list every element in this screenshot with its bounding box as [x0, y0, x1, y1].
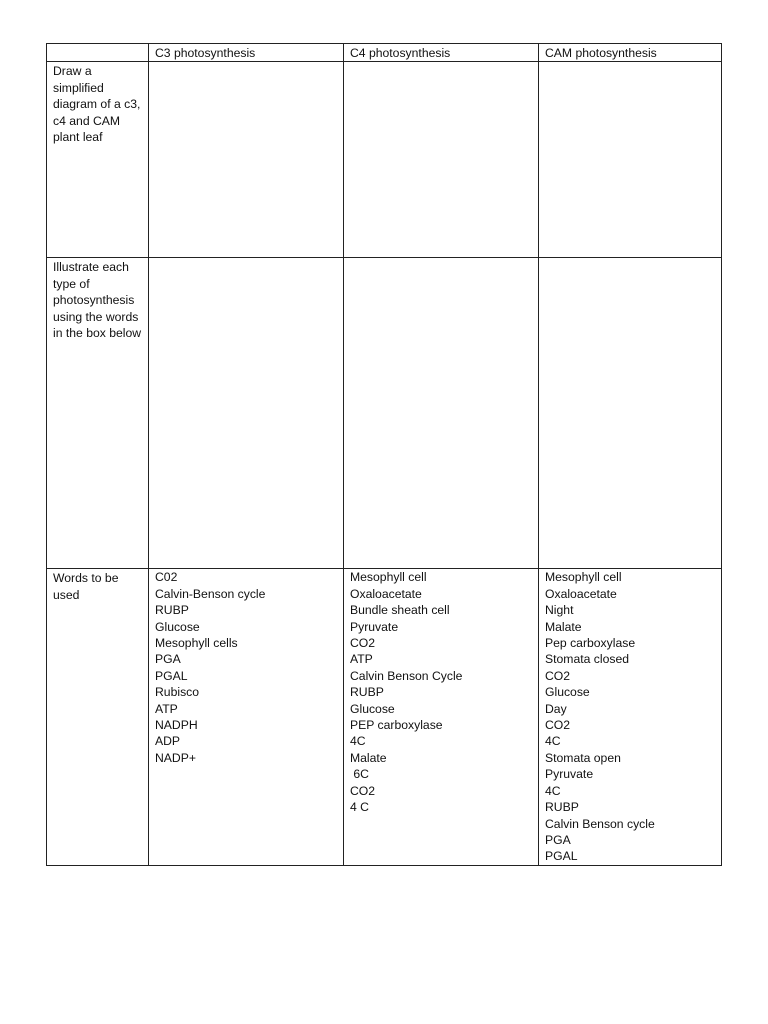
words-cam-cell [539, 569, 722, 865]
words-c4-cell [344, 569, 539, 865]
word-list-item: Glucose [350, 701, 395, 716]
word-list-item: C02 [155, 570, 178, 585]
word-list-item: Calvin-Benson cycle [155, 586, 266, 601]
word-list-item: 4 C [350, 800, 369, 815]
word-list-item: ATP [350, 652, 373, 667]
draw-diagram-c4-cell [344, 62, 539, 258]
word-list-item: Mesophyll cell [545, 570, 622, 585]
header-cell-cam [539, 44, 722, 62]
word-list-item: ADP [155, 734, 181, 749]
word-list-item: PGA [545, 832, 571, 847]
word-list-c4 [350, 569, 532, 815]
illustrate-cam-cell [539, 258, 722, 569]
word-list-item: CO2 [350, 783, 376, 798]
header-label-c3: C3 photosynthesis [155, 46, 256, 60]
word-list-item: Malate [545, 619, 582, 634]
word-list-item: NADP+ [155, 750, 196, 765]
word-list-item: Oxaloacetate [350, 586, 422, 601]
illustrate-label-cell [47, 258, 149, 569]
word-list-item: CO2 [545, 718, 571, 733]
header-cell-blank [47, 44, 149, 62]
word-list-c3 [155, 569, 337, 766]
word-list-item: Stomata open [545, 750, 621, 765]
header-label [53, 44, 142, 45]
header-label-cam: CAM photosynthesis [545, 46, 657, 60]
word-list-item: RUBP [350, 685, 384, 700]
word-list-item: PGAL [155, 668, 188, 683]
word-list-item: Mesophyll cells [155, 636, 238, 651]
header-row [47, 44, 722, 62]
word-list-item: Calvin Benson cycle [545, 816, 655, 831]
draw-diagram-row [47, 62, 722, 258]
draw-diagram-c3-cell [149, 62, 344, 258]
header-label-c4: C4 photosynthesis [350, 46, 451, 60]
word-list-item: 4C [545, 734, 561, 749]
word-list-item: Night [545, 603, 574, 618]
word-list-item: CO2 [545, 668, 571, 683]
word-list-item: Mesophyll cell [350, 570, 427, 585]
illustrate-label: Illustrate each type of photosynthesis using the words in the box below [53, 260, 142, 341]
word-list-item: Pep carboxylase [545, 636, 636, 651]
header-cell-c3 [149, 44, 344, 62]
word-list-item: Calvin Benson Cycle [350, 668, 463, 683]
word-list-item: 4C [545, 783, 561, 798]
words-c3-cell [149, 569, 344, 865]
word-list-item: Malate [350, 750, 387, 765]
word-list-item: Pyruvate [545, 767, 594, 782]
draw-diagram-label-cell [47, 62, 149, 258]
word-list-item: NADPH [155, 718, 198, 733]
word-list-item: PGA [155, 652, 181, 667]
photosynthesis-worksheet-table [46, 43, 722, 866]
word-list-item: Stomata closed [545, 652, 630, 667]
words-label-cell [47, 569, 149, 865]
words-label: Words to be used [53, 571, 119, 602]
word-list-item: Glucose [545, 685, 590, 700]
word-list-item: CO2 [350, 636, 376, 651]
word-list-item: 6C [350, 767, 369, 782]
illustrate-c3-cell [149, 258, 344, 569]
draw-diagram-cam-cell [539, 62, 722, 258]
header-cell-c4 [344, 44, 539, 62]
word-list-item: Glucose [155, 619, 200, 634]
word-list-item: PGAL [545, 849, 578, 864]
word-list-item: Bundle sheath cell [350, 603, 450, 618]
word-list-item: RUBP [155, 603, 189, 618]
word-list-item: Day [545, 701, 567, 716]
words-row [47, 569, 722, 865]
draw-diagram-label: Draw a simplified diagram of a c3, c4 and CAM plant leaf [53, 64, 141, 145]
word-list-item: 4C [350, 734, 366, 749]
word-list-item: PEP carboxylase [350, 718, 443, 733]
word-list-item: Pyruvate [350, 619, 399, 634]
word-list-cam [545, 569, 715, 864]
word-list-item: Oxaloacetate [545, 586, 617, 601]
word-list-item: Rubisco [155, 685, 200, 700]
illustrate-row [47, 258, 722, 569]
word-list-item: ATP [155, 701, 178, 716]
word-list-item: RUBP [545, 800, 579, 815]
illustrate-c4-cell [344, 258, 539, 569]
